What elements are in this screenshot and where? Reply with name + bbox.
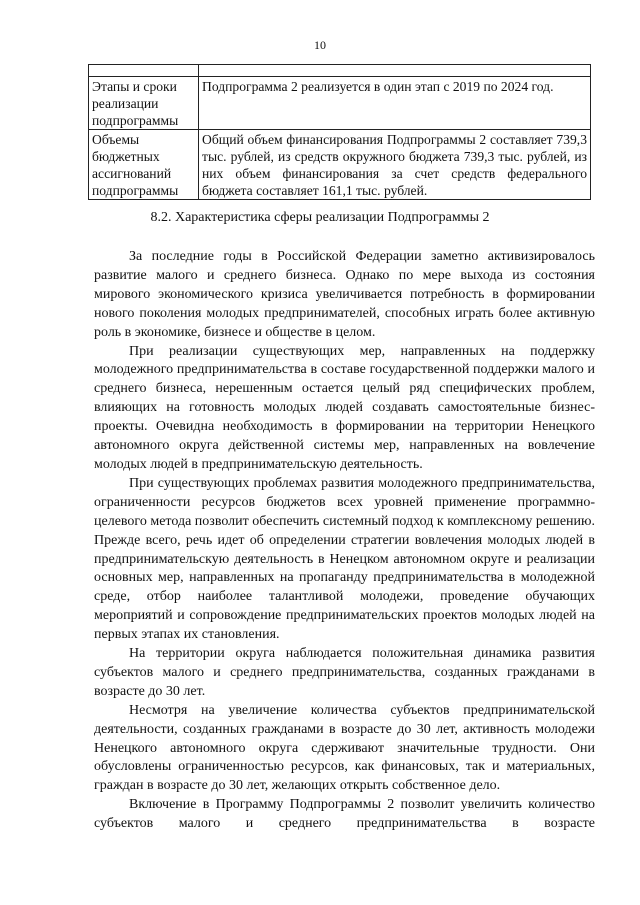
table-spacer-row [89,65,591,77]
body-text [94,248,595,834]
passport-table [88,64,591,200]
section-title: 8.2. Характеристика сферы реализации Подпрограммы 2 [150,210,490,225]
table-row-label: Этапы и сроки реализации подпрограммы [89,77,199,130]
paragraph: При реализации существующих мер, направленных на поддержку молодежного предпринимательства в составе государственной поддержки малого и среднего бизнеса, нерешенным остается целый ряд специфических проблем, влияющих на готовность молодых людей создавать самостоятельные бизнес-проекты. Очевидна необходимость в формировании на территории Ненецкого автономного округа действенной системы мер, направленных на вовлечение молодых людей в предпринимательскую деятельность. [94,343,595,472]
table-row-value: Подпрограмма 2 реализуется в один этап с 2019 по 2024 год. [199,77,591,130]
page-number: 10 [314,38,326,52]
table-row [89,130,591,200]
table-row [89,77,591,130]
table-row-value: Общий объем финансирования Подпрограммы 2 составляет 739,3 тыс. рублей, из средств окружного бюджета 739,3 тыс. рублей, из них объем финансирования за счет средств федерального бюджета составляет 161,1 тыс. рублей. [199,130,591,200]
paragraph: За последние годы в Российской Федерации заметно активизировалось развитие малого и среднего бизнеса. Однако по мере выхода из состояния мирового экономического кризиса увеличивается потребность в формировании нового поколения молодых предпринимателей, способных играть более активную роль в экономике, бизнесе и обществе в целом. [94,249,595,340]
paragraph: На территории округа наблюдается положительная динамика развития субъектов малого и среднего предпринимательства, созданных гражданами в возрасте до 30 лет. [94,646,595,699]
paragraph: Включение в Программу Подпрограммы 2 позволит увеличить количество субъектов малого и среднего предпринимательства в возрасте [94,797,595,832]
paragraph: Несмотря на увеличение количества субъектов предпринимательской деятельности, созданных гражданами в возрасте до 30 лет, активность молодежи Ненецкого автономного округа сдерживают значительные трудности. Они обусловлены ограниченностью ресурсов, как финансовых, так и материальных, граждан в возрасте до 30 лет, желающих открыть собственное дело. [94,702,595,794]
paragraph: При существующих проблемах развития молодежного предпринимательства, ограниченности ресурсов бюджетов всех уровней применение программно-целевого метода позволит обеспечить системный подход к комплексному решению. Прежде всего, речь идет об определении стратегии вовлечения молодых людей в предпринимательскую деятельность в Ненецком автономном округе и реализации основных мер, направленных на пропаганду предпринимательства в молодежной среде, отбор наиболее талантливой молодежи, проведение обучающих мероприятий и сопровождение предпринимательских проектов молодых людей на первых этапах их становления. [94,475,595,643]
table-row-label: Объемы бюджетных ассигнований подпрограммы [89,130,199,200]
